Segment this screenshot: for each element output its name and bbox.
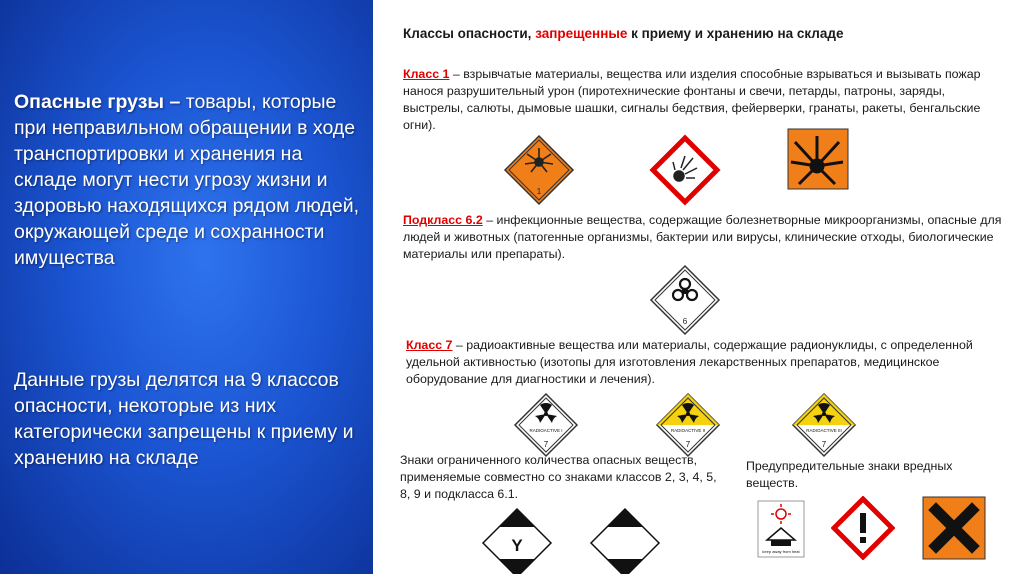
svg-text:RADIOACTIVE III: RADIOACTIVE III (806, 428, 842, 433)
definition-term: Опасные грузы – (14, 91, 181, 113)
svg-text:RADIOACTIVE II: RADIOACTIVE II (670, 428, 706, 433)
svg-text:7: 7 (685, 440, 691, 449)
class62-infectious-sign (649, 264, 721, 336)
class1-label: Класс 1 (403, 67, 450, 81)
ghs-exclamation-sign (831, 496, 895, 560)
svg-text:7: 7 (543, 440, 549, 449)
warning-signs-description: Предупредительные знаки вредных веществ. (746, 459, 953, 490)
ghs-explosive-sign (649, 134, 721, 206)
limited-quantity-description: Знаки ограниченного количества опасных веществ, применяемые совместно со знаками классов 2, 3, 4, 5, 8, 9 и подкласса 6.1. (400, 453, 717, 501)
keep-away-from-heat-sign (757, 500, 805, 558)
title-highlight: запрещенные (535, 26, 628, 41)
svg-text:7: 7 (821, 440, 827, 449)
radioactive-iii-sign (791, 392, 857, 458)
class1-explosive-sign (503, 134, 575, 206)
radioactive-i-sign (513, 392, 579, 458)
exclamation-icon (860, 513, 866, 543)
class7-label: Класс 7 (406, 338, 453, 352)
limited-quantity-y-sign (481, 507, 553, 574)
classes-paragraph: Данные грузы делятся на 9 классов опасности, некоторые из них категорически запрещены к приему и хранению на складе (14, 369, 354, 469)
class62-label: Подкласс 6.2 (403, 213, 483, 227)
harmful-x-sign (922, 496, 986, 560)
page-title: Классы опасности, запрещенные к приему и хранению на складе (403, 26, 844, 41)
svg-text:RADIOACTIVE I: RADIOACTIVE I (529, 428, 563, 433)
right-panel (373, 0, 1024, 574)
left-panel (0, 0, 373, 574)
svg-text:1: 1 (536, 187, 542, 196)
orange-explosive-sign (787, 128, 849, 190)
class7-description: Класс 7 – радиоактивные вещества или материалы, содержащие радионуклиды, с определенной удельной активностью (изотопы для изготовления лекарственных препаратов, медицинское оборудование для диагностики и лечения). (406, 338, 973, 386)
definition-paragraph (14, 89, 364, 271)
radioactive-ii-sign (655, 392, 721, 458)
class1-description: Класс 1 – взрывчатые материалы, вещества или изделия способные взрываться и вызывать пожар нанося разрушительный урон (пиротехнические фонтаны и свечи, петарды, патроны, заряды, выстрелы, салюты, дымовые шашки, сигналы бедствия, фейерверки, гранаты, ракеты, бенгальские огни). (403, 67, 981, 132)
class62-description: Подкласс 6.2 – инфекционные вещества, содержащие болезнетворные микроорганизмы, опасные для людей и животных (патогенные организмы, бактерии или вирусы, клинические отходы, биологические материалы или препараты). (403, 213, 1002, 261)
limited-quantity-sign (589, 507, 661, 574)
svg-text:Y: Y (511, 536, 523, 555)
svg-text:keep away from heat: keep away from heat (762, 549, 800, 554)
svg-text:6: 6 (682, 317, 688, 326)
definition-text: товары, которые при неправильном обращении в ходе транспортировки и хранения на складе могут нести угрозу жизни и здоровью находящихся рядом людей, окружающей среде и сохранности имущества (14, 91, 360, 269)
